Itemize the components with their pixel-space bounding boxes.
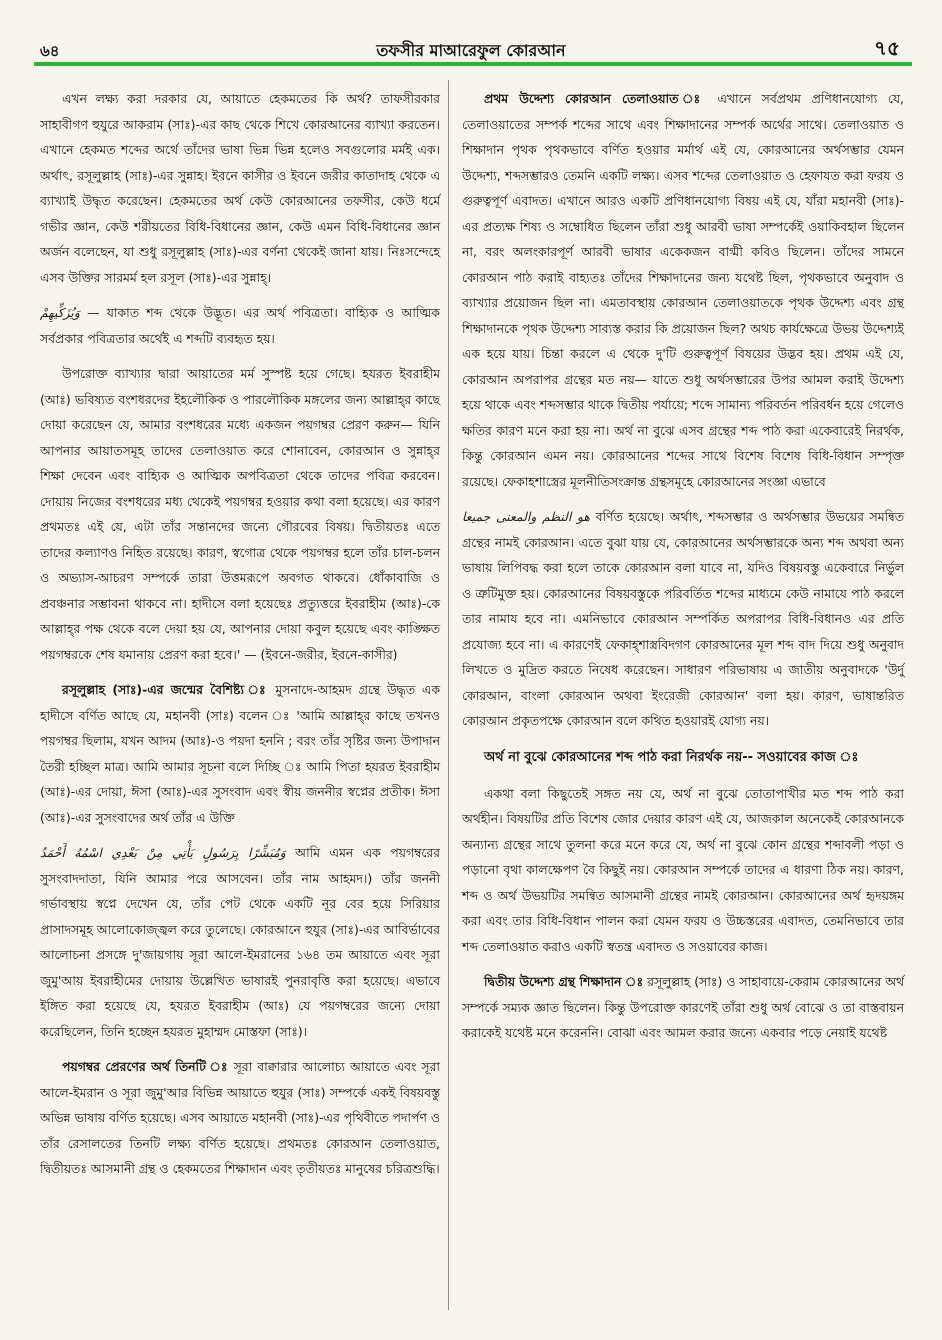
- paragraph-text: বর্ণিত হয়েছে। অর্থাৎ, শব্দসম্ভার ও অর্থসম্ভার উভয়ের সমন্বিত গ্রন্থের নামই কোরআন। এতে বুঝা যায় যে, কোরআনের অর্থসম্ভারকে অন্য শব্দ অথবা অন্য ভাষায় লিপিবদ্ধ করা হলে তাকে কোরআন বলা যাবে না, যদিও বিষয়বস্তু একেবারে নির্ভুল ও ত্রুটিমুক্ত হয়। কোরআনের বিষয়বস্তুকে পরিবর্তিত শব্দের মাধ্যমে কেউ নামাযে পাঠ করলে তার নামায হবে না। এমনিভাবে কোরআন সম্পর্কিত অপরাপর বিধি-বিধানও এর প্রতি প্রযোজ্য হবে না। এ কারণেই ফেকাহ্‌শাস্ত্রবিদগণ কোরআনের মূল শব্দ বাদ দিয়ে শুধু অনুবাদ লিখতে ও মুদ্রিত করতে নিষেধ করেছেন। সাধারণ পরিভাষায় এ জাতীয় অনুবাদকে 'উর্দু কোরআন, বাংলা কোরআন অথবা ইংরেজী কোরআন' বলা হয়। কারণ, ভাষান্তরিত কোরআন প্রকৃতপক্ষে কোরআন বলে কথিত হওয়ারই যোগ্য নয়।: [462, 509, 905, 728]
- paragraph-text: উপরোক্ত ব্যাখ্যার দ্বারা আয়াতের মর্ম সুস্পষ্ট হয়ে গেছে। হযরত ইবরাহীম (আঃ) ভবিষ্যত বংশধরদের ইহলৌকিক ও পারলৌকিক মঙ্গলের জন্য আল্লাহ্‌র কাছে দোয়া করেছেন যে, আমার বংশধরের মধ্যে একজন পয়গম্বর প্রেরণ করুন— যিনি আপনার আয়াতসমূহ তাদের তেলাওয়াত করে শোনাবেন, কোরআন ও সুন্নাহ্‌র শিক্ষা দেবেন এবং বাহ্যিক ও আত্মিক অপবিত্রতা থেকে তাদের পবিত্র করবেন। দোয়ায় নিজের বংশধরের মধ্য থেকেই পয়গম্বর হওয়ার কথা বলা হয়েছে। এর কারণ প্রথমতঃ এই যে, এটা তাঁর সন্তানদের জন্যে গৌরবের বিষয়। দ্বিতীয়তঃ এতে তাদের কল্যাণও নিহিত রয়েছে। কারণ, স্বগোত্র থেকে পয়গম্বর হলে তাঁর চাল-চলন ও অভ্যাস-আচরণ সম্পর্কে তারা উত্তমরূপে অবগত থাকবে। ধোঁকাবাজি ও প্রবঞ্চনার সম্ভাবনা থাকবে না। হাদীসে বলা হয়েছেঃ প্রত্যুত্তরে ইবরাহীম (আঃ)-কে আল্লাহ্‌র পক্ষ থেকে বলে দেয়া হয় যে, আপনার দোয়া কবুল হয়েছে এবং কাঙ্ক্ষিত পয়গম্বরকে শেষ যমানায় প্রেরণ করা হবে।' — (ইবনে-জরীর, ইবনে-কাসীর): [40, 366, 440, 662]
- paragraph: [40, 677, 440, 830]
- paragraph-text: সূরা বাক্বারার আলোচ্য আয়াতে এবং সূরা আলে-ইমরান ও সূরা জুমু'আর বিভিন্ন আয়াতে হুযুর (সাঃ) সম্পর্কে একই বিষয়বস্তু অভিন্ন ভাষায় বর্ণিত হয়েছে। এসব আয়াতে মহানবী (সাঃ)-এর পৃথিবীতে পদার্পণ ও তাঁর রেসালতের তিনটি লক্ষ্য বর্ণিত হয়েছে। প্রথমতঃ কোরআন তেলাওয়াত, দ্বিতীয়তঃ আসমানী গ্রন্থ ও হেকমতের শিক্ষাদান এবং তৃতীয়তঃ মানুষের চরিত্রশুদ্ধি।: [40, 1059, 440, 1176]
- paragraph-text: এখানে সর্বপ্রথম প্রণিধানযোগ্য যে, তেলাওয়াতের সম্পর্ক শব্দের সাথে এবং শিক্ষাদানের সম্পর্ক অর্থের সাথে। তেলাওয়াত ও শিক্ষাদান পৃথক পৃথকভাবে বর্ণিত হওয়ার মর্মার্থ এই যে, কোরআনের অর্থসম্ভার যেমন উদ্দেশ্য, শব্দসম্ভারও তেমনি একটি লক্ষ্য। এসব শব্দের তেলাওয়াত ও হেফাযত করা ফরয ও গুরুত্বপূর্ণ এবাদত। এখানে আরও একটি প্রণিধানযোগ্য বিষয় এই যে, যাঁরা মহানবী (সাঃ)-এর প্রত্যক্ষ শিষ্য ও সম্বোধিত ছিলেন তাঁরা শুধু আরবী ভাষা সম্পর্কেই ওয়াকিবহাল ছিলেন না, বরং অলংকারপূর্ণ আরবী ভাষার একেকজন বাগ্মী কবিও ছিলেন। তাঁদের সামনে কোরআন পাঠ করাই বাহ্যতঃ তাঁদের শিক্ষাদানের জন্য যথেষ্ট ছিল, পৃথকভাবে অনুবাদ ও ব্যাখ্যার প্রয়োজন ছিল না। এমতাবস্থায় কোরআন তেলাওয়াতকে পৃথক উদ্দেশ্য এবং গ্রন্থ শিক্ষাদানকে পৃথক উদ্দেশ্য সাব্যস্ত করার কি প্রয়োজন ছিল? অথচ কার্যক্ষেত্রে উভয় উদ্দেশ্যই এক হয়ে যায়। চিন্তা করলে এ থেকে দু'টি গুরুত্বপূর্ণ বিষয়ের উদ্ভব হয়। প্রথম এই যে, কোরআন অপরাপর গ্রন্থের মত নয়— যাতে শুধু অর্থসম্ভারের উপর আমল করাই উদ্দেশ্য হয়ে থাকে এবং শব্দসম্ভার থাকে দ্বিতীয় পর্যায়ে; শব্দে সামান্য পরিবর্তন পরিবর্ধন হয়ে গেলেও ক্ষতির কারণ মনে করা হয় না। অর্থ না বুঝে এসব গ্রন্থের শব্দ পাঠ করা একেবারেই নিরর্থক, কিন্তু কোরআন এমন নয়। কোরআনের শব্দের সাথে বিশেষ বিশেষ বিধি-বিধান সম্পৃক্ত রয়েছে। ফেকাহশাস্ত্রের মূলনীতিসংক্রান্ত গ্রন্থসমূহে কোরআনের সংজ্ঞা এভাবে: [462, 91, 904, 489]
- arabic-verse: وَمُبَشِّرًا بِرَسُولٍ يَأْتِي مِنْ بَعْدِي اسْمُهُ أَحْمَدُ: [40, 845, 286, 860]
- left-page-number: ৬৪: [40, 42, 60, 60]
- paragraph-text: আমি এমন এক পয়গম্বরের সুসংবাদদাতা, যিনি আমার পরে আসবেন। তাঁর নাম আহমদ।) তাঁর জননী গর্ভাবস্থায় স্বপ্নে দেখেন যে, তাঁর পেট থেকে একটি নূর বের হয়ে সিরিয়ার প্রাসাদসমূহ আলোকোজ্জ্বল করে তুলেছে। কোরআনে হুযুর (সাঃ)-এর আবির্ভাবের আলোচনা প্রসঙ্গে দু'জায়গায় সূরা আলে-ইমরানের ১৬৪ তম আয়াতে এবং সূরা জুমু'আয় ইবরাহীমের দোয়ায় উল্লেখিত ভাষারই পুনরাবৃত্তি করা হয়েছে। এভাবে ইঙ্গিত করা হয়েছে যে, হযরত ইবরাহীম (আঃ) যে পয়গম্বরের জন্যে দোয়া করেছিলেন, তিনি হচ্ছেন হযরত মুহাম্মদ মোস্তফা (সাঃ)।: [40, 845, 440, 1039]
- paragraph: [40, 361, 440, 667]
- arabic-phrase: وَيُزَكِّيهِمْ: [40, 305, 80, 320]
- section-heading: অর্থ না বুঝে কোরআনের শব্দ পাঠ করা নিরর্থক নয়-- সওয়াবের কাজ ঃ: [484, 749, 859, 765]
- header-rule: [34, 62, 912, 66]
- paragraph-text: — যাকাত শব্দ থেকে উদ্ভূত। এর অর্থ পবিত্রতা। বাহ্যিক ও আত্মিক সর্বপ্রকার পবিত্রতার অর্থেই এ শব্দটি ব্যবহৃত হয়।: [40, 305, 440, 346]
- paragraph-text: এখন লক্ষ্য করা দরকার যে, আয়াতে হেকমতের কি অর্থ? তাফসীরকার সাহাবীগণ হুযুরে আকরাম (সাঃ)-এর কাছ থেকে শিখে কোরআনের ব্যাখ্যা করতেন। এখানে হেকমত শব্দের অর্থে তাঁদের ভাষা ভিন্ন ভিন্ন হলেও সবগুলোর মর্মই এক। অর্থাৎ, রসূলুল্লাহ (সাঃ)-এর সুন্নাহ। ইবনে কাসীর ও ইবনে জরীর কাতাদাহ থেকে এ ব্যাখ্যাই উদ্ধৃত করেছেন। হেকমতের অর্থ কেউ কোরআনের তফসীর, কেউ ধর্মে গভীর জ্ঞান, কেউ শরীয়তের বিধি-বিধানের জ্ঞান, কেউ এমন বিধি-বিধানের জ্ঞান অর্জন বলেছেন, যা শুধু রসূলুল্লাহ (সাঃ)-এর বর্ণনা থেকেই জানা যায়। নিঃসন্দেহে এসব উক্তির সারমর্ম হল রসূল (সাঃ)-এর সুন্নাহ্।: [40, 91, 440, 285]
- right-column: [462, 86, 904, 1056]
- paragraph-text: একথা বলা কিছুতেই সঙ্গত নয় যে, অর্থ না বুঝে তোতাপাখীর মত শব্দ পাঠ করা অর্থহীন। বিষয়টির প্রতি বিশেষ জোর দেয়ার কারণ এই যে, আজকাল অনেকেই কোরআনকে অন্যান্য গ্রন্থের সাথে তুলনা করে মনে করে যে, অর্থ না বুঝে কোন গ্রন্থের শব্দাবলী পড়া ও পড়ানো বৃথা কালক্ষেপণ বৈ কিছুই নয়। কোরআন সম্পর্কে তাদের এ ধারণা ঠিক নয়। কারণ, শব্দ ও অর্থ উভয়টির সমন্বিত আসমানী গ্রন্থের নামই কোরআন। কোরআনের অর্থ হৃদয়ঙ্গম করা এবং তার বিধি-বিধান পালন করা যেমন ফরয ও উচ্চস্তরের এবাদত, তেমনিভাবে তার শব্দ তেলাওয়াত করাও একটি স্বতন্ত্র এবাদত ও সওয়াবের কাজ।: [462, 785, 904, 954]
- paragraph-text: মুসনাদে-আহমদ গ্রন্থে উদ্ধৃত এক হাদীসে বর্ণিত আছে যে, মহানবী (সাঃ) বলেন ঃ 'আমি আল্লাহ্‌র কাছে তখনও পয়গম্বর ছিলাম, যখন আদম (আঃ)-ও পয়দা হননি ; বরং তাঁর সৃষ্টির জন্য উপাদান তৈরী হচ্ছিল মাত্র। আমি আমার সূচনা বলে দিচ্ছি ঃ আমি পিতা হযরত ইবরাহীম (আঃ)-এর দোয়া, ঈসা (আঃ)-এর সুসংবাদ এবং স্বীয় জননীর স্বপ্নের প্রতীক। ঈসা (আঃ)-এর সুসংবাদের অর্থ তাঁর এ উক্তি: [40, 682, 440, 825]
- paragraph: [40, 1054, 440, 1182]
- paragraph-heading: পয়গম্বর প্রেরণের অর্থ তিনটি ঃ: [62, 1059, 229, 1074]
- right-page-number: ৭৫: [874, 36, 900, 60]
- paragraph: [40, 300, 440, 351]
- paragraph: [462, 86, 904, 494]
- running-title: তফসীর মাআরেফুল কোরআন: [376, 41, 566, 60]
- paragraph-text: রসূলুল্লাহ (সাঃ) ও সাহাবায়ে-কেরাম কোরআনের অর্থ সম্পর্কে সম্যক জ্ঞাত ছিলেন। কিন্তু উপরোক্ত কারণেই তাঁরা শুধু অর্থ বোঝে ও তা বাস্তবায়ন করাকেই যথেষ্ট মনে করেননি। বোঝা এবং আমল করার জন্যে একবার পড়ে নেয়াই যথেষ্ট: [462, 974, 904, 1040]
- left-column: [40, 86, 440, 1192]
- paragraph-heading: প্রথম উদ্দেশ্য কোরআন তেলাওয়াত ঃ: [484, 91, 707, 106]
- paragraph: [40, 86, 440, 290]
- paragraph: [462, 504, 904, 734]
- paragraph-heading: দ্বিতীয় উদ্দেশ্য গ্রন্থ শিক্ষাদান ঃ: [484, 974, 644, 989]
- paragraph-heading: রসূলুল্লাহ (সাঃ)-এর জন্মের বৈশিষ্ট্য ঃ: [62, 682, 269, 697]
- column-divider: [448, 80, 449, 1310]
- paragraph: [462, 781, 904, 960]
- page-header: [0, 0, 942, 64]
- paragraph: [462, 969, 904, 1046]
- arabic-phrase: هو النظم والمعنى جميعا: [462, 509, 590, 524]
- paragraph: [40, 840, 440, 1044]
